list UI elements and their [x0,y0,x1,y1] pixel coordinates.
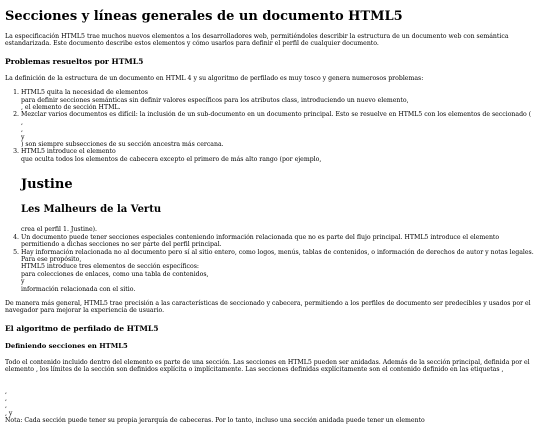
item-line: 3. HTML5 introduce el elemento [21,148,116,156]
document-page [0,9,540,425]
page-title: Secciones y líneas generales de un documento HTML5 [5,9,403,24]
fragment: , [5,387,7,395]
item-line: y [21,278,25,286]
item-line: 5. Hay información relacionada no al documento pero sí al sitio entero, como logos, menús, tablas de contenidos, o información de derechos de autor y notas legales. Para ese propósito, [21,248,534,263]
section-heading-algorithm: El algoritmo de perfilado de HTML5 [5,323,159,333]
list-item [21,234,536,249]
subsection-heading-defining: Definiendo secciones en HTML5 [5,341,128,350]
item-line: 2. Mezclar varios documentos es difícil: la inclusión de un sub-documento en un documento principal. Esto se resuelve en HTML5 con los elementos de seccionado ( [21,111,532,119]
item-line: permitiendo a dichas secciones no ser parte del perfil principal. [21,241,222,249]
section-heading-problems: Problemas resueltos por HTML5 [5,56,144,66]
item-line: HTML5 introduce tres elementos de sección específicos: [21,263,199,271]
problems-lead: La definición de la estructura de un documento en HTML 4 y su algoritmo de perfilado es muy tosco y genera numerosos problemas: [5,74,424,82]
item-line: información relacionada con el sitio. [21,285,136,293]
problems-list [5,89,536,293]
item-line: y [21,133,25,141]
note-text: Nota: Cada sección puede tener su propia jerarquía de cabeceras. Por lo tanto, incluso una sección anidada puede tener un elemento [5,417,425,425]
item-line: para definir secciones semánticas sin definir valores específicos para los atributos class, introduciendo un nuevo elemento, [21,96,409,104]
fragment: , [5,402,7,410]
item-line: , [21,118,23,126]
list-item [21,249,536,293]
item-line: 4. Un documento puede tener secciones especiales conteniendo información relacionada que no es parte del flujo principal. HTML5 introduce el elemento [21,233,500,241]
item-line: , el elemento de sección HTML. [21,104,121,112]
item-line: que oculta todos los elementos de cabecera excepto el primero de más alto rango (por ejemplo, [21,155,322,163]
list-item [21,89,536,111]
item-line: 1. HTML5 quita la necesidad de elementos [21,89,148,97]
defining-paragraph: Todo el contenido incluido dentro del elemento es parte de una sección. Las secciones en HTML5 pueden ser anidadas. Además de la sección principal, definida por el elemento , los límites de la sección son definidos explícita o implícitamente. Las secciones definidas explícitamente son el contenido definido en las etiquetas , [5,358,530,374]
example-heading-1: Justine [21,177,73,193]
fragment: , y [5,409,13,417]
item-line: , [21,126,23,134]
item-line: ) son siempre subsecciones de su sección ancestra más cercana. [21,141,224,149]
problems-closing: De manera más general, HTML5 trae precisión a las características de seccionado y cabecera, permitiendo a los perfiles de documento ser predecibles y usados por el navegador para mejorar la experiencia de usuario. [5,299,531,315]
item-line: crea el perfil 1. Justine). [21,226,98,234]
item-line: para colecciones de enlaces, como una tabla de contenidos, [21,270,209,278]
fragment-list [5,388,536,425]
fragment: , [5,394,7,402]
list-item [21,111,536,148]
list-item [21,148,536,233]
intro-paragraph: La especificación HTML5 trae muchos nuevos elementos a los desarrolladores web, permitiéndoles describir la estructura de un documento web con semántica estandarizada. Este documento describe estos elementos y cómo usarlos para definir el perfil de cualquier documento. [5,33,509,48]
example-heading-2: Les Malheurs de la Vertu [21,204,162,216]
